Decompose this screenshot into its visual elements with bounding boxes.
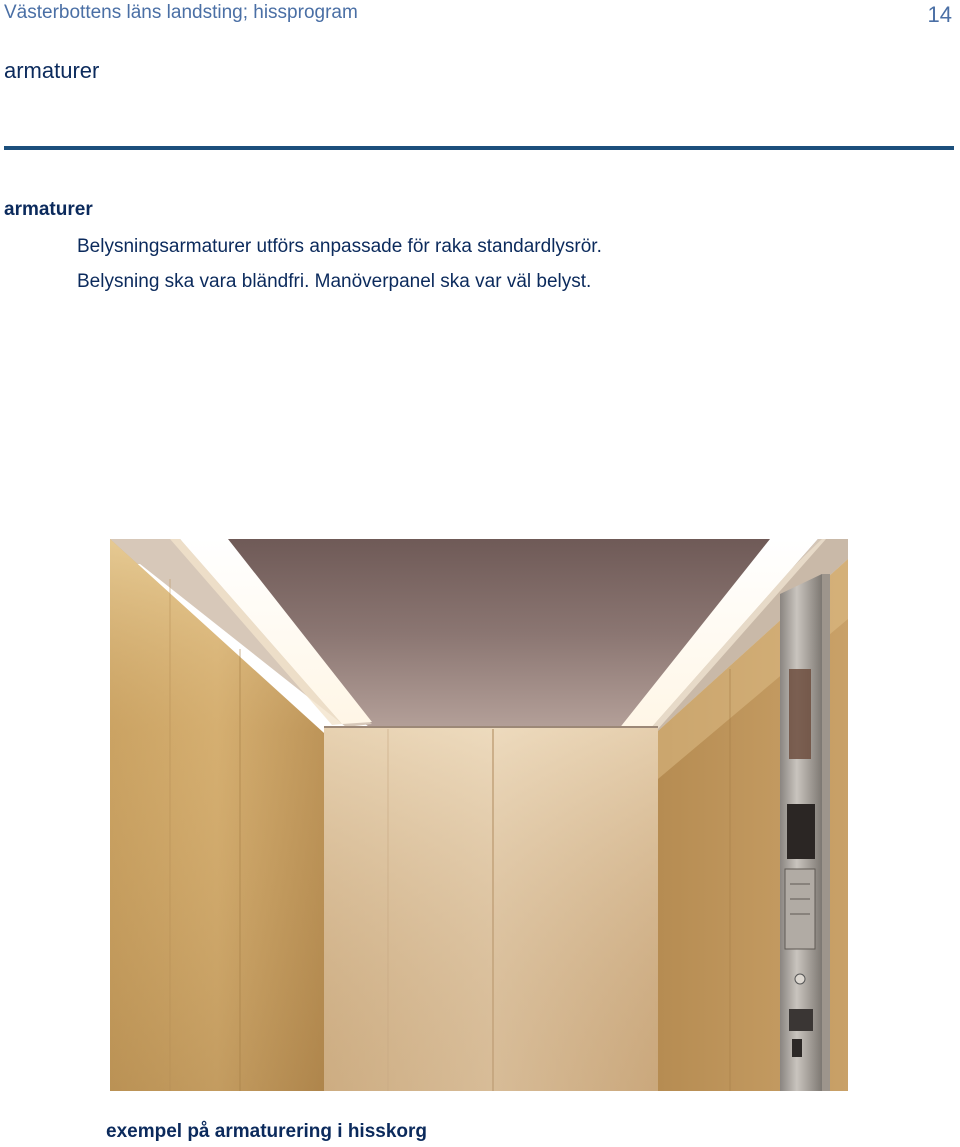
section-title: armaturer xyxy=(4,58,100,83)
figure-caption: exempel på armaturering i hisskorg xyxy=(106,1121,428,1142)
document-header-title: Västerbottens läns landsting; hissprogram xyxy=(4,2,358,23)
subheading: armaturer xyxy=(4,199,93,220)
paragraph-1: Belysningsarmaturer utförs anpassade för raka standardlysrör. xyxy=(77,236,602,257)
header-divider xyxy=(4,146,954,150)
elevator-interior-photo xyxy=(110,539,848,1091)
paragraph-2: Belysning ska vara bländfri. Manöverpanel ska var väl belyst. xyxy=(77,271,592,292)
page-number: 14 xyxy=(927,2,952,27)
